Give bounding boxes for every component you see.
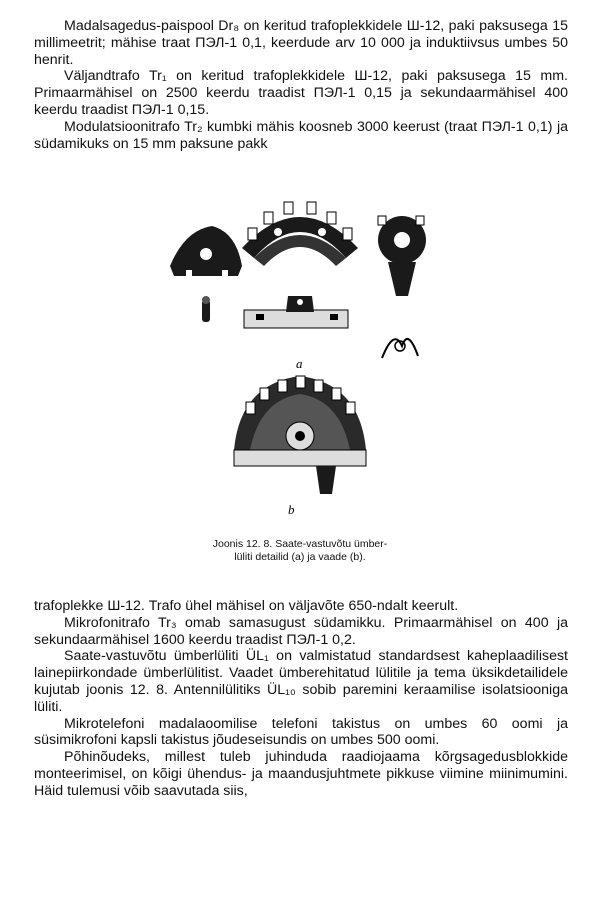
detail-contact-bar xyxy=(244,296,348,328)
caption-line-1: Joonis 12. 8. Saate-vastuvõtu ümber- xyxy=(212,538,388,550)
detail-contact-ring xyxy=(242,202,358,266)
switch-drawing xyxy=(150,188,450,528)
detail-spring xyxy=(382,339,418,358)
detail-pin xyxy=(202,296,210,322)
paragraph-continuation: trafoplekke Ш-12. Trafo ühel mähisel on väljavõte 650-ndalt keerult. xyxy=(34,598,459,614)
paragraph-choke: Madalsagedus-paispool Dr₈ on keritud trafoplekkidele Ш-12, paki paksusega 15 millimeetrit; mähise traat ПЭЛ-1 0,1, keerdude arv 10 000 ja induktiivsus umbes 50 henrit. xyxy=(34,18,568,68)
paragraph-assembly: Põhinõudeks, millest tuleb juhinduda raadiojaama kõrgsagedusblokkide monteerimisel, on kõigi ühendus- ja maandusjuhtmete pikkuse viimine miinimumini. Häid tulemusi võib saavutada siis, xyxy=(34,749,568,799)
figure-caption xyxy=(150,538,450,564)
paragraph-output-transformer: Väljandtrafo Tr₁ on keritud trafoplekkidele Ш-12, paki paksusega 15 mm. Primaarmähisel on 2500 keerdu traadist ПЭЛ-1 0,15 ja sekundaarmähisel 400 keerdu traadist ПЭЛ-1 0,15. xyxy=(34,68,568,118)
caption-line-2: lüliti detailid (a) ja vaade (b). xyxy=(234,551,366,563)
bottom-text-block xyxy=(34,598,568,800)
paragraph-modulation-transformer: Modulatsioonitrafo Tr₂ kumbki mähis koosneb 3000 keerust (traat ПЭЛ-1 0,1) ja südamikuks on 15 mm paksune pakk xyxy=(34,118,568,152)
paragraph-telephone: Mikrotelefoni madalaoomilise telefoni takistus on umbes 60 oomi ja süsimikrofoni kapsli takistus jõudeseisundis on umbes 500 oomi. xyxy=(34,715,568,749)
label-b: b xyxy=(288,502,295,517)
paragraph-switch: Saate-vastuvõtu ümberlüliti ÜL₁ on valmistatud standardsest kaheplaadilisest lainepiirkondade ümberlülitist. Vaadet ümberehitatud lülitile ja tema üksikdetailidele kujutab joonis 12. 8. Antennilülitiks ÜL₁₀ sobib paremini keraamilise isolatsiooniga lüliti. xyxy=(34,648,568,715)
top-text-block xyxy=(34,18,568,152)
assembled-switch xyxy=(234,376,366,494)
detail-plate-left xyxy=(170,226,242,276)
figure-switch-illustration xyxy=(150,188,450,528)
paragraph-microphone-transformer: Mikrofonitrafo Tr₃ omab samasugust südamikku. Primaarmähisel on 400 ja sekundaarmähisel 1600 keerdu traadist ПЭЛ-1 0,2. xyxy=(34,614,568,648)
detail-rotor-right xyxy=(378,216,426,296)
label-a: a xyxy=(296,356,303,371)
